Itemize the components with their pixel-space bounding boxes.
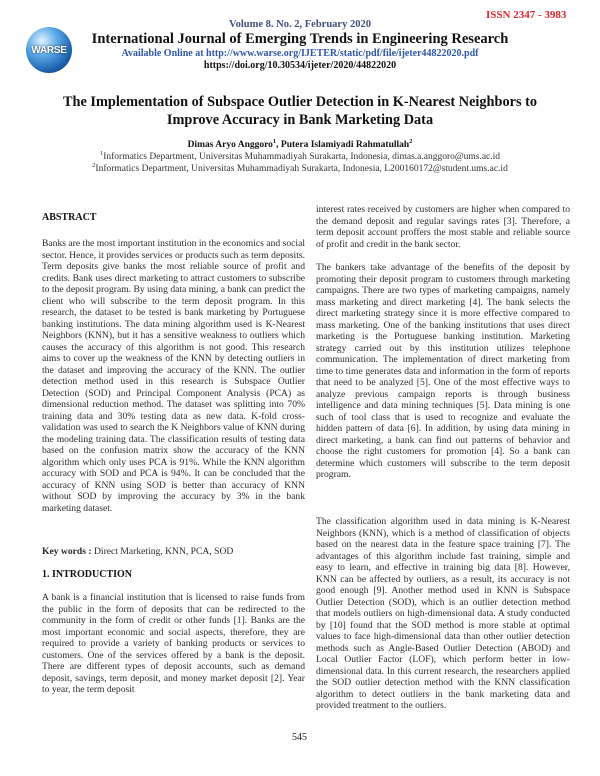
sup: 1 — [99, 150, 104, 157]
doi-link[interactable]: https://doi.org/10.30534/ijeter/2020/44822020 — [203, 60, 397, 71]
volume-info: Volume 8. No. 2, February 2020 — [229, 19, 371, 30]
affiliation-text: Informatics Department, Universitas Muhammadiyah Surakarta, Indonesia, dimas.a.anggoro@ums.ac.id — [103, 152, 501, 163]
author-1: Dimas Aryo Anggoro — [187, 140, 273, 151]
keywords-list: Direct Marketing, KNN, PCA, SOD — [93, 546, 234, 557]
keywords-label: Key words : — [42, 546, 94, 557]
sup: 1 — [272, 138, 277, 145]
intro-paragraph-1: A bank is a financial institution that is licensed to raise funds from the public in the form of deposits that can be redirected to the community in the form of credit or other funds [1]. Banks are the most important economic and social aspects, therefore, they are required to provide a variety of banking products or services to customers. One of the services offered by a bank is the deposit. There are different types of deposit accounts, such as demand deposit, savings, term deposit, and money market deposit [2]. Year to year, the term deposit — [42, 592, 305, 695]
issn: ISSN 2347 - 3983 — [486, 9, 567, 21]
intro-paragraph-3: The classification algorithm used in data mining is K-Nearest Neighbors (KNN), which is a method of classification of objects based on the nearest data in the feature space training [7]. The advantages of this algorithm include fast training, simple and easy to learn, and effective in training big data [8]. However, KNN can be affected by outliers, as a result, its accuracy is not good enough [9]. Another method used in KNN is Subspace Outlier Detection (SOD), which is an outlier detection method that models outliers on high-dimensional data. A study conducted by [10] found that the SOD method is more stable at optimal values to face high-dimensional data than other outlier detection methods such as Angle-Based Outlier Detection (ABOD) and Local Outlier Factor (LOF), which perform better in low-dimensional data. In this current research, the researchers applied the SOD outlier detection method with the KNN classification algorithm to detect outliers in the bank marketing data and provided treatment to the outliers. — [316, 516, 570, 711]
authors — [60, 138, 540, 150]
journal-title: International Journal of Emerging Trends in Engineering Research — [91, 31, 509, 47]
sup: 2 — [409, 138, 413, 145]
abstract-text: Banks are the most important institution in the economics and social sector. Hence, it provides services or products such as term deposits. Term deposits give banks the most reliable source of profit and credits. Bank uses direct marketing to attract customers to subscribe to the deposit program. By using data mining, a bank can predict the client who will subscribe to the term deposit program. In this research, the dataset to be tested is bank marketing by Portuguese banking institutions. The data mining algorithm used is K-Nearest Neighbors (KNN), but it has a sensitive weakness to outliers which causes the accuracy of this algorithm is not good. This research aims to cover up the weakness of the KNN by detecting outliers in the dataset and improving the accuracy of the KNN. The outlier detection method used in this research is Subspace Outlier Detection (SOD) and Principal Component Analysis (PCA) as dimensional reduction method. The dataset was splitting into 70% training data and 30% testing data as new data. K-fold cross-validation was used to search the K Neighbors value of KNN during the modeling training data. The classification results of testing data based on the confusion matrix show the accuracy of the KNN algorithm which only uses PCA is 91%. While the KNN algorithm accuracy with SOD and PCA is 94%. It can be concluded that the accuracy of KNN using SOD is better than accuracy of KNN without SOD by improving the accuracy by 3% in the bank marketing dataset. — [42, 238, 305, 514]
introduction-heading: 1. INTRODUCTION — [42, 569, 133, 580]
available-online-link[interactable]: Available Online at http://www.warse.org/IJETER/static/pdf/file/ijeter44822020.pdf — [121, 48, 479, 59]
affiliation-2 — [60, 162, 540, 174]
intro-paragraph-1-cont: interest rates received by customers are higher when compared to the demand deposit and regular savings rates [3]. Therefore, a term deposit account proffers the most stable and reliable source of profit and credit in the bank sector. — [316, 204, 570, 250]
affiliation-1 — [60, 150, 540, 162]
keywords — [42, 546, 305, 558]
author-2: Putera Islamiyadi Rahmatullah — [280, 140, 410, 151]
affiliation-text: Informatics Department, Universitas Muhammadiyah Surakarta, Indonesia, L200160172@student.ums.ac.id — [95, 164, 508, 175]
page-number: 545 — [292, 732, 307, 743]
sup: 2 — [92, 162, 96, 169]
separator: , — [276, 140, 281, 151]
logo-text: WARSE — [31, 44, 67, 56]
abstract-heading: ABSTRACT — [42, 212, 97, 223]
intro-paragraph-2: The bankers take advantage of the benefits of the deposit by promoting their deposit program to customers through marketing campaigns. There are two types of marketing campaigns, namely mass marketing and direct marketing [4]. The bank selects the direct marketing strategy since it is more effective compared to mass marketing. One of the banking institutions that uses direct marketing is the Portuguese banking institution. Marketing strategy carried out by this institution utilizes telephone communication. The implementation of direct marketing from time to time generates data and information in the form of reports that need to be analyzed [5]. One of the most effective ways to analyze previous campaign reports is through business intelligence and data mining techniques [5]. Data mining is one such of tool class that is used to recognize and evaluate the hidden pattern of data [6]. In addition, by using data mining in direct marketing, a bank can find out patterns of behavior and choose the right customers for promotion [4]. So a bank can determine which customers will subscribe to the term deposit program. — [316, 262, 570, 480]
paper-title: The Implementation of Subspace Outlier Detection in K-Nearest Neighbors to Improve Accuracy in Bank Marketing Data — [62, 94, 538, 128]
